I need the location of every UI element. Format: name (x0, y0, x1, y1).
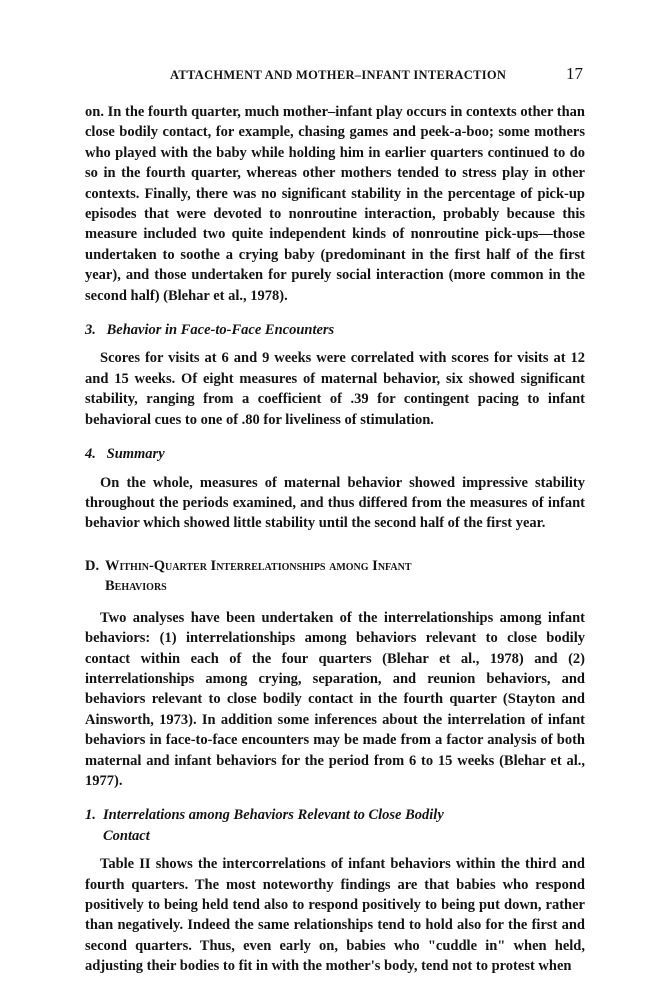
subsection-heading-4 (85, 444, 585, 464)
section-title-line1: Within-Quarter Interrelationships among Infant (105, 557, 412, 574)
subsection-number: 4. (85, 446, 96, 463)
subsection-title: Summary (106, 446, 165, 463)
running-title: ATTACHMENT AND MOTHER–INFANT INTERACTION (170, 68, 507, 82)
subsection-title-line2: Contact (103, 827, 150, 844)
subsection-number: 1. (85, 807, 96, 824)
paragraph-interrelationships: Two analyses have been undertaken of the interrelationships among infant behaviors: (1) interrelationships among behaviors relevant to close bodily contact within each of the four quarters (Blehar et al., 1978) and (2) interrelationships among crying, separation, and reunion behaviors, and behaviors relevant to close bodily contact in the fourth quarter (Stayton and Ainsworth, 1973). In addition some inferences about the interrelation of infant behaviors in face-to-face encounters may be made from a factor analysis of both maternal and infant behaviors for the period from 6 to 15 weeks (Blehar et al., 1977). (85, 609, 585, 789)
subsection-heading-3 (85, 320, 585, 340)
subsection-title-line1: Interrelations among Behaviors Relevant to Close Bodily (103, 807, 444, 824)
subsection-heading-1 (85, 805, 585, 846)
subsection-number: 3. (85, 322, 96, 339)
section-heading-d (85, 556, 585, 596)
paragraph-table-ii: Table II shows the intercorrelations of infant behaviors within the third and fourth quarters. The most noteworthy findings are that babies who respond positively to being held tend also to respond positively to being put down, rather than negatively. Indeed the same relationships tend to hold also for the first and second quarters. Thus, even early on, babies who "cuddle in" when held, adjusting their bodies to fit in with the mother's body, tend not to protest when (85, 856, 585, 975)
section-number: D. (85, 557, 100, 574)
subsection-title: Behavior in Face-to-Face Encounters (106, 322, 335, 339)
paragraph-face-to-face: Scores for visits at 6 and 9 weeks were correlated with scores for visits at 12 and 15 weeks. Of eight measures of maternal behavior, six showed significant stability, ranging from a coefficient of .39 for contingent pacing to infant behavioral cues to one of .80 for liveliness of stimulation. (85, 350, 585, 428)
page-number: 17 (566, 64, 583, 83)
paragraph-continuation: on. In the fourth quarter, much mother–infant play occurs in contexts other than close bodily contact, for example, chasing games and peek-a-boo; some mothers who played with the baby while holding him in earlier quarters continued to do so in the fourth quarter, whereas other mothers tended to stress play in other contexts. Finally, there was no significant stability in the percentage of pick-up episodes that were devoted to nonroutine interaction, probably because this measure included two quite independent kinds of nonroutine pick-ups—those undertaken to soothe a crying baby (predominant in the first half of the first year), and those undertaken for purely social interaction (more common in the second half) (Blehar et al., 1978). (85, 104, 585, 304)
section-title-line2: Behaviors (105, 577, 167, 594)
paragraph-summary: On the whole, measures of maternal behavior showed impressive stability throughout the periods examined, and thus differed from the measures of infant behavior which showed little stability until the second half of the first year. (85, 474, 585, 532)
running-header (85, 62, 585, 84)
document-page (85, 62, 585, 977)
